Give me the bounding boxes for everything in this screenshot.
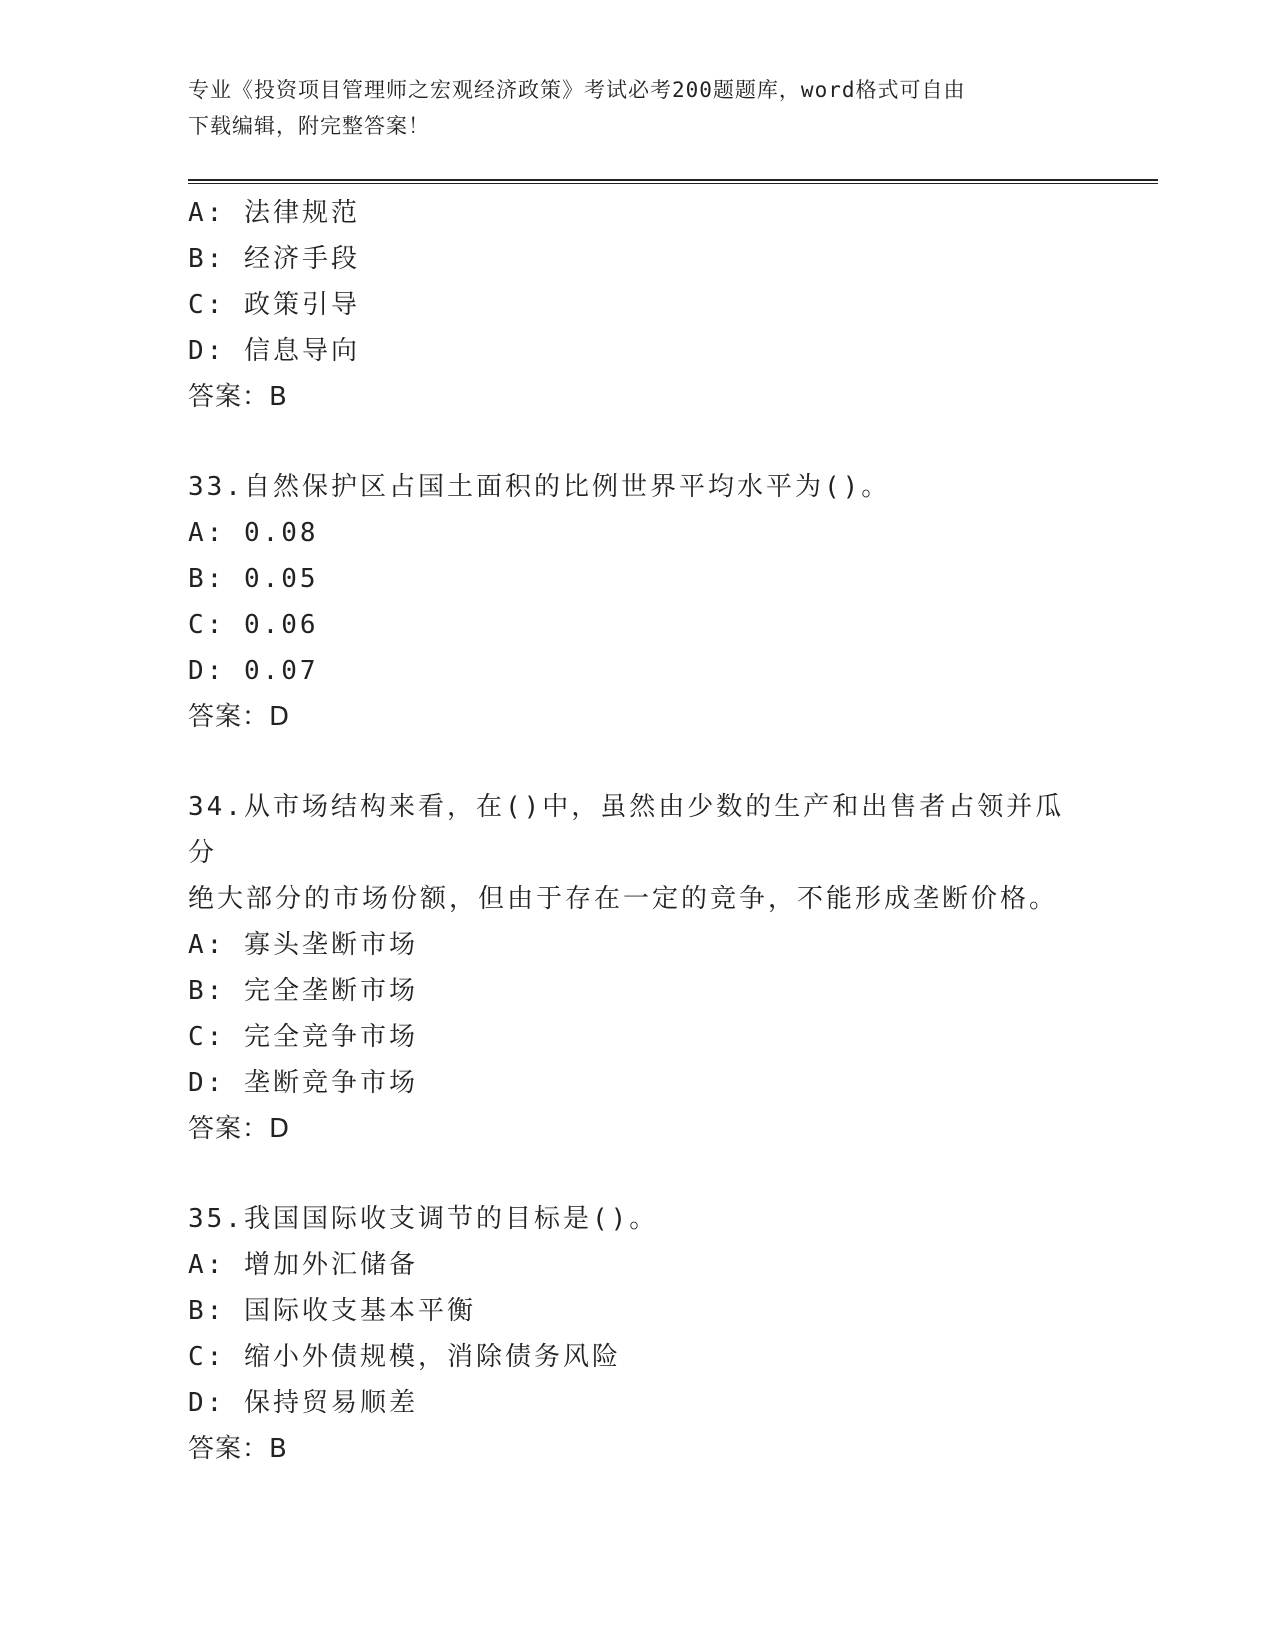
answer: 答案：D [188, 702, 291, 732]
option-d: D: 保持贸易顺差 [188, 1388, 418, 1418]
question-text: 33.自然保护区占国土面积的比例世界平均水平为()。 [188, 472, 891, 502]
header-divider-thick [188, 179, 1158, 181]
question-block-32 [188, 190, 1088, 420]
option-b: B: 经济手段 [188, 244, 360, 274]
question-text-line-2: 绝大部分的市场份额，但由于存在一定的竞争，不能形成垄断价格。 [188, 884, 1059, 914]
option-d: D: 0.07 [188, 656, 319, 686]
option-c: C: 完全竞争市场 [188, 1022, 418, 1052]
option-a: A: 0.08 [188, 518, 319, 548]
question-block-35 [188, 1196, 1088, 1472]
answer: 答案：D [188, 1114, 291, 1144]
option-b: B: 国际收支基本平衡 [188, 1296, 476, 1326]
question-block-34 [188, 784, 1088, 1152]
option-a: A: 法律规范 [188, 198, 360, 228]
question-text-line-1: 34.从市场结构来看，在()中，虽然由少数的生产和出售者占领并瓜分 [188, 792, 1065, 868]
answer: 答案：B [188, 1434, 288, 1464]
option-c: C: 0.06 [188, 610, 319, 640]
option-a: A: 寡头垄断市场 [188, 930, 418, 960]
option-c: C: 缩小外债规模，消除债务风险 [188, 1342, 621, 1372]
option-b: B: 0.05 [188, 564, 319, 594]
question-list [188, 190, 1088, 1472]
document-header [188, 72, 1068, 144]
question-text: 35.我国国际收支调节的目标是()。 [188, 1204, 659, 1234]
option-b: B: 完全垄断市场 [188, 976, 418, 1006]
question-block-33 [188, 464, 1088, 740]
option-c: C: 政策引导 [188, 290, 360, 320]
header-divider-thin [188, 183, 1158, 184]
answer: 答案：B [188, 382, 288, 412]
option-a: A: 增加外汇储备 [188, 1250, 418, 1280]
header-line-2: 下载编辑，附完整答案！ [188, 114, 430, 138]
option-d: D: 垄断竞争市场 [188, 1068, 418, 1098]
header-line-1: 专业《投资项目管理师之宏观经济政策》考试必考200题题库，word格式可自由 [188, 78, 966, 102]
option-d: D: 信息导向 [188, 336, 360, 366]
